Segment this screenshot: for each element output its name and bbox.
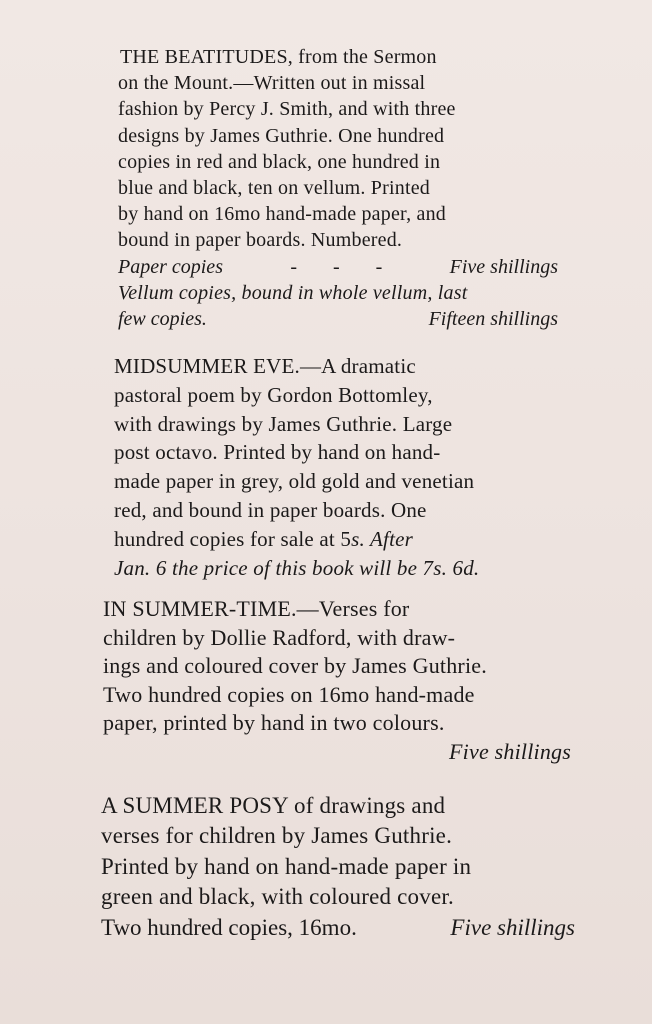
price-value: Five shillings [449, 738, 571, 764]
price-label: few copies. [118, 308, 207, 331]
entry-line: pastoral poem by Gordon Bottomley, [114, 382, 433, 407]
entry-line: by hand on 16mo hand-made paper, and [118, 203, 446, 226]
currency-unit: s. [351, 526, 365, 551]
entry-line: THE BEATITUDES, from the Sermon [120, 46, 437, 68]
entry-line: paper, printed by hand in two colours. [103, 710, 445, 736]
entry-line: IN SUMMER-TIME.—Verses for [103, 596, 410, 621]
leader-dash: - [332, 255, 340, 278]
entry-line: fashion by Percy J. Smith, and with three [118, 98, 456, 121]
entry-line: bound in paper boards. Numbered. [118, 229, 403, 252]
price-value: Five shillings [450, 914, 575, 940]
entry-line: Two hundred copies on 16mo hand-made [103, 681, 475, 707]
entry-line: green and black, with coloured cover. [101, 884, 454, 910]
leader-dashes [290, 254, 382, 280]
price-label: Paper copies [118, 255, 223, 278]
price-line-paper [118, 254, 558, 280]
leader-dash: - [375, 255, 383, 278]
entry-midsummer-eve [114, 352, 562, 582]
entry-line: red, and bound in paper boards. One [114, 497, 427, 522]
entry-line: MIDSUMMER EVE.—A dramatic [114, 354, 416, 378]
price-line-vellum-cont [118, 306, 558, 332]
entry-line: with drawings by James Guthrie. Large [114, 411, 453, 436]
entry-in-summer-time [103, 595, 571, 767]
entry-summer-posy [101, 791, 575, 943]
line-text: hundred copies for sale at 5 [114, 526, 352, 551]
entry-line: designs by James Guthrie. One hundred [118, 124, 445, 147]
entry-line: A SUMMER POSY of drawings and [101, 793, 446, 818]
entry-line: children by Dollie Radford, with draw- [103, 624, 456, 650]
leader-dash: - [290, 255, 297, 278]
entry-line: blue and black, ten on vellum. Printed [118, 177, 430, 200]
entry-line: ings and coloured cover by James Guthrie. [103, 653, 487, 679]
entry-line: Printed by hand on hand-made paper in [101, 853, 472, 879]
entry-line-note: Jan. 6 the price of this book will be 7s. 6d. [114, 555, 480, 580]
entry-line: on the Mount.—Written out in missal [118, 72, 426, 95]
price-value: Five shillings [449, 255, 558, 278]
entry-line-price [114, 525, 562, 554]
entry-line: made paper in grey, old gold and venetian [114, 469, 475, 494]
after-note: After [364, 526, 413, 551]
line-text: Two hundred copies, 16mo. [101, 914, 357, 940]
entry-line: copies in red and black, one hundred in [118, 150, 441, 173]
entry-line: verses for children by James Guthrie. [101, 823, 453, 849]
price-value: Fifteen shillings [428, 308, 558, 331]
entry-beatitudes [118, 44, 558, 332]
entry-line: post octavo. Printed by hand on hand- [114, 440, 441, 465]
entry-line-price [101, 913, 575, 943]
price-line-vellum: Vellum copies, bound in whole vellum, last [118, 281, 468, 304]
